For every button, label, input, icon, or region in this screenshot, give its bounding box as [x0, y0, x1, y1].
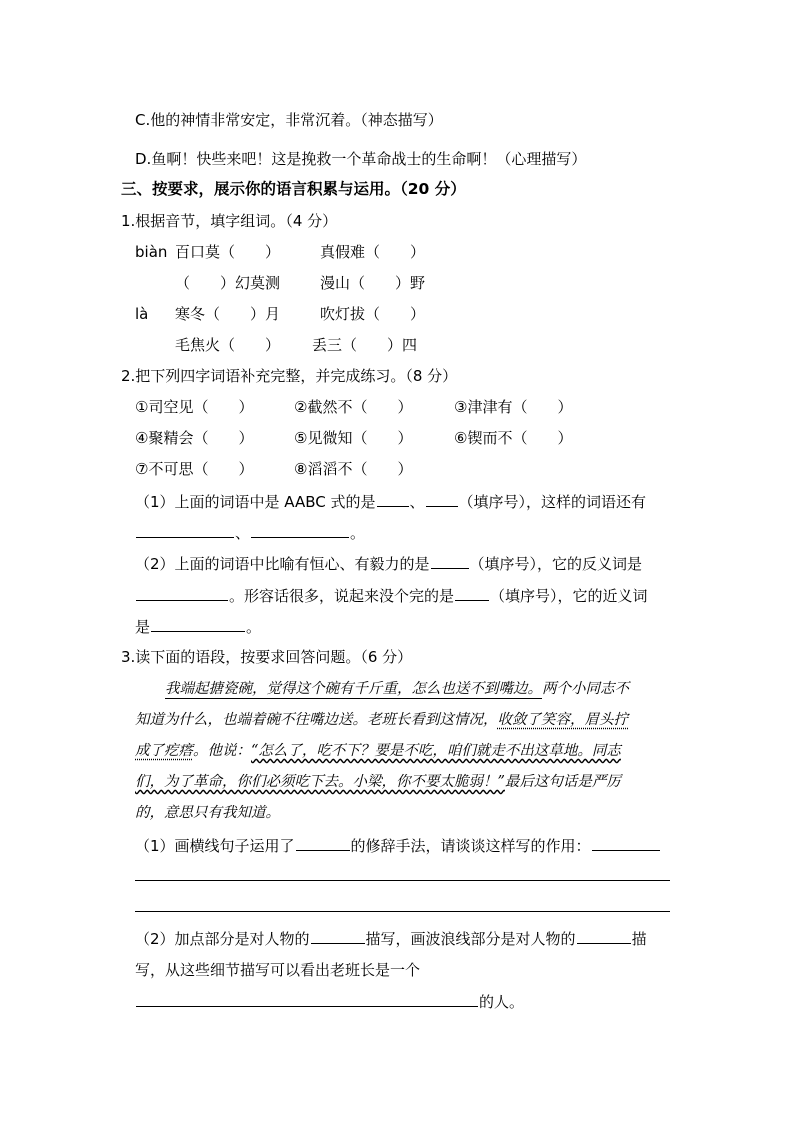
- passage-line-4: 们，为了革命，你们必须吃下去。小梁，你不要太脆弱！”最后这句话是严厉: [135, 774, 621, 790]
- q3-sub2-line3: 的人。: [135, 991, 524, 1012]
- pinyin-bian: biàn: [135, 243, 168, 261]
- idiom-2: ②截然不（ ）: [294, 398, 413, 416]
- answer-blank[interactable]: [377, 491, 409, 507]
- q2-sub2-line2: 。形容话很多，说起来没个完的是 （填序号），它的近义词: [135, 585, 648, 606]
- passage-line-5: 的，意思只有我知道。: [135, 805, 280, 821]
- word-7: 毛焦火（ ）: [175, 336, 281, 354]
- answer-blank[interactable]: [431, 553, 469, 569]
- word-6: 吹灯拔（ ）: [320, 305, 426, 323]
- word-3: （ ）幻莫测: [175, 274, 281, 292]
- q3-sub1: （1）画横线句子运用了 的修辞手法，请谈谈这样写的作用：: [135, 835, 661, 856]
- answer-blank[interactable]: [455, 585, 489, 601]
- answer-blank[interactable]: [136, 585, 228, 601]
- option-c: C.他的神情非常安定，非常沉着。（神态描写）: [135, 111, 443, 129]
- q1-title: 1.根据音节，填字组词。（4 分）: [121, 212, 338, 230]
- q2-sub2-line1: （2）上面的词语中比喻有恒心、有毅力的是 （填序号），它的反义词是: [135, 555, 643, 573]
- wavy-sentence: 们，为了革命，你们必须吃下去。小梁，你不要太脆弱！”: [135, 774, 505, 790]
- q3-sub2-line2: 写，从这些细节描写可以看出老班长是一个: [135, 961, 421, 979]
- word-8: 丢三（ ）四: [312, 336, 418, 354]
- q2-sub2-line3: 是 。: [135, 618, 262, 636]
- dotted-phrase: 收敛了笑容，眉头拧: [497, 712, 628, 728]
- answer-blank[interactable]: [251, 522, 349, 538]
- idiom-3: ③津津有（ ）: [454, 398, 573, 416]
- word-2: 真假难（ ）: [320, 243, 426, 261]
- answer-blank[interactable]: [311, 928, 365, 944]
- section-title: 三、按要求，展示你的语言积累与运用。（20 分）: [121, 180, 466, 198]
- answer-line[interactable]: [135, 911, 670, 912]
- answer-blank[interactable]: [296, 835, 350, 851]
- answer-blank[interactable]: [577, 928, 631, 944]
- idiom-1: ①司空见（ ）: [135, 398, 254, 416]
- idiom-6: ⑥锲而不（ ）: [454, 429, 573, 447]
- word-4: 漫山（ ）野: [320, 274, 426, 292]
- answer-blank[interactable]: [136, 991, 478, 1007]
- q2-sub1-line1: （1）上面的词语中是 AABC 式的是 、 （填序号），这样的词语还有: [135, 493, 647, 511]
- pinyin-la: là: [135, 305, 149, 323]
- answer-blank[interactable]: [426, 491, 458, 507]
- q3-title: 3.读下面的语段，按要求回答问题。（6 分）: [121, 648, 413, 666]
- word-5: 寒冬（ ）月: [175, 305, 281, 323]
- q2-sub1-line2: 、 。: [135, 522, 365, 543]
- passage-line-2: 知道为什么，也端着碗不往嘴边送。老班长看到这情况，收敛了笑容，眉头拧: [135, 712, 628, 728]
- answer-blank[interactable]: [151, 616, 245, 632]
- answer-line[interactable]: [135, 880, 670, 881]
- passage-line-3: 成了疙瘩。他说：“怎么了，吃不下？要是不吃，咱们就走不出这草地。同志: [135, 743, 621, 759]
- q2-title: 2.把下列四字词语补充完整，并完成练习。（8 分）: [121, 367, 458, 385]
- dotted-phrase: 成了疙瘩: [135, 743, 193, 759]
- idiom-4: ④聚精会（ ）: [135, 429, 254, 447]
- word-1: 百口莫（ ）: [175, 243, 281, 261]
- passage-line-1: 我端起搪瓷碗，觉得这个碗有千斤重，怎么也送不到嘴边。两个小同志不: [165, 681, 629, 697]
- option-d: D.鱼啊！快些来吧！这是挽救一个革命战士的生命啊！（心理描写）: [135, 150, 587, 168]
- underlined-sentence: 我端起搪瓷碗，觉得这个碗有千斤重，怎么也送不到嘴边。: [165, 681, 542, 697]
- wavy-sentence: “怎么了，吃不下？要是不吃，咱们就走不出这草地。同志: [251, 743, 621, 759]
- idiom-8: ⑧滔滔不（ ）: [294, 460, 413, 478]
- idiom-5: ⑤见微知（ ）: [294, 429, 413, 447]
- idiom-7: ⑦不可思（ ）: [135, 460, 254, 478]
- q3-sub2-line1: （2）加点部分是对人物的 描写，画波浪线部分是对人物的 描: [135, 930, 647, 948]
- answer-blank[interactable]: [136, 522, 234, 538]
- answer-blank[interactable]: [592, 835, 660, 851]
